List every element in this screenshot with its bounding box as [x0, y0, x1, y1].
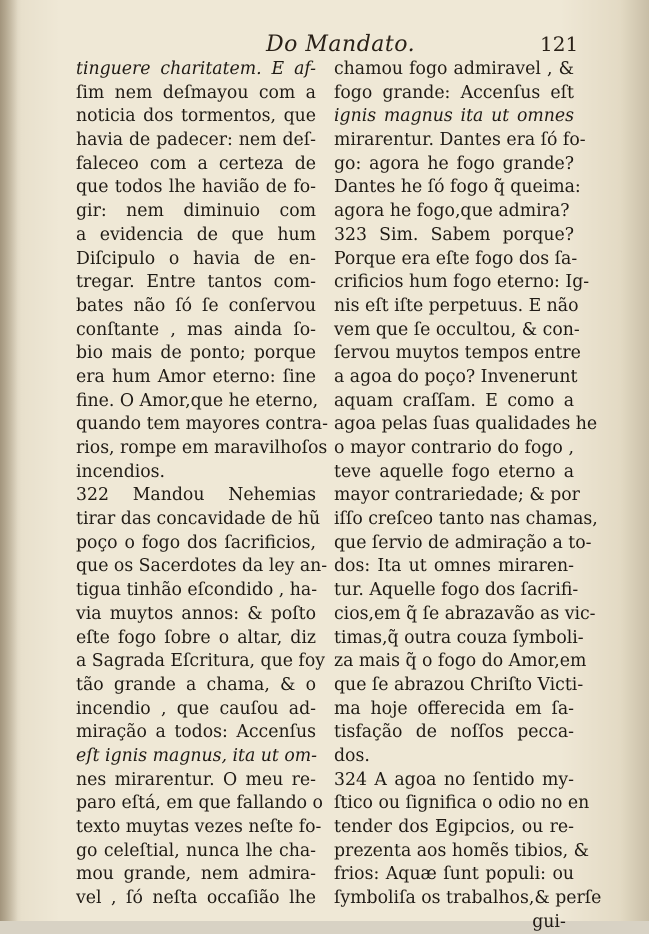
- text-line: Dantes he ſó fogo q̃ queima:: [334, 177, 581, 198]
- text-line: faleceo com a certeza de: [76, 153, 316, 174]
- page-number: 121: [540, 32, 579, 56]
- text-line: que ſe abrazou Chriſto Victi-: [334, 674, 584, 695]
- text-line: tregar. Entre tantos com-: [76, 272, 316, 293]
- text-line: dos: Ita ut omnes miraren-: [334, 556, 574, 577]
- text-line: eſte fogo ſobre o altar, diz: [76, 627, 316, 648]
- text-line: tão grande a chama, & o: [76, 674, 316, 695]
- text-line: era hum Amor eterno: ſine: [76, 366, 316, 387]
- text-line: fine. O Amor,que he eterno,: [76, 390, 319, 411]
- text-line: a Sagrada Eſcritura, que foy: [76, 651, 326, 672]
- running-head: [0, 30, 649, 58]
- text-line: rios, rompe em maravilhoſos: [76, 438, 328, 458]
- text-line: go celeſtial, nunca lhe cha-: [76, 840, 316, 861]
- text-line: poço o fogo dos ſacrificios,: [76, 532, 316, 553]
- text-line: fogo grande: Accenſus eſt: [334, 82, 574, 103]
- text-line: ſymboliſa os trabalhos,& perſe: [334, 888, 602, 909]
- text-line: o mayor contrario do fogo ,: [334, 438, 574, 458]
- text-line: tinguere charitatem. E af-: [76, 59, 316, 79]
- text-line: agora he fogo,que admira?: [334, 201, 570, 222]
- text-line: incendios.: [76, 461, 166, 482]
- text-line: miração a todos: Accenſus: [76, 722, 316, 743]
- text-line: prezenta aos homẽs tibios, &: [334, 840, 590, 861]
- paragraph-start-line: 324 A agoa no ſentido my-: [334, 769, 574, 790]
- text-line: tur. Aquelle fogo dos ſacrifi-: [334, 580, 579, 601]
- text-line: Porque era eſte fogo dos ſa-: [334, 248, 578, 269]
- text-line: iſſo creſceo tanto nas chamas,: [334, 509, 598, 530]
- text-line: eſt ignis magnus, ita ut om-: [76, 745, 318, 766]
- text-line: conſtante , mas ainda ſo-: [76, 319, 316, 340]
- text-line: que os Sacerdotes da ley an-: [76, 556, 328, 577]
- text-line: gir: nem diminuio com: [76, 201, 316, 222]
- text-line: bio mais de ponto; porque: [76, 343, 316, 364]
- text-line: a agoa do poço? Invenerunt: [334, 366, 578, 387]
- text-line: za mais q̃ o fogo do Amor,em: [334, 651, 587, 672]
- catchword: gui-: [532, 911, 566, 932]
- text-line: ſim nem deſmayou com a: [76, 82, 316, 103]
- text-line: paro eſtá, em que fallando o: [76, 793, 323, 814]
- text-line: que todos lhe havião de fo-: [76, 177, 316, 198]
- text-line: cios,em q̃ ſe abrazavão as vic-: [334, 603, 596, 624]
- right-column: [334, 58, 602, 934]
- text-line: agoa pelas ſuas qualidades he: [334, 414, 598, 435]
- text-line: ſtico ou ſignifica o odio no en: [334, 793, 590, 814]
- text-line: incendio , que cauſou ad-: [76, 698, 316, 719]
- text-line: tender dos Egipcios, ou re-: [334, 817, 574, 837]
- text-line: dos.: [334, 745, 370, 766]
- text-line: que ſervio de admiração a to-: [334, 532, 592, 553]
- text-line: go: agora he fogo grande?: [334, 153, 574, 174]
- text-line: chamou fogo admiravel , &: [334, 59, 574, 79]
- text-line: a evidencia de que hum: [76, 224, 316, 245]
- text-line: mayor contrariedade; & por: [334, 485, 580, 506]
- text-line: nes mirarentur. O meu re-: [76, 769, 316, 790]
- text-line: tisfação de noſſos pecca-: [334, 722, 574, 743]
- text-line: Diſcipulo o havia de en-: [76, 248, 316, 269]
- text-line: nis eſt iſte perpetuus. E não: [334, 295, 579, 316]
- text-line: noticia dos tormentos, que: [76, 106, 316, 127]
- text-line: frios: Aquæ ſunt populi: ou: [334, 864, 574, 885]
- left-column: [76, 58, 328, 911]
- text-line: mou grande, nem admira-: [76, 864, 316, 885]
- text-line: bates não ſó ſe conſervou: [76, 295, 316, 316]
- text-line: ſervou muytos tempos entre: [334, 343, 581, 364]
- text-line: quando tem mayores contra-: [76, 414, 328, 435]
- gutter-shadow: [0, 0, 18, 921]
- text-line: havia de padecer: nem deſ-: [76, 130, 316, 151]
- paragraph-start-line: 323 Sim. Sabem porque?: [334, 224, 574, 245]
- text-line: vem que ſe occultou, & con-: [334, 319, 580, 340]
- text-line: teve aquelle fogo eterno a: [334, 461, 574, 482]
- running-title: Do Mandato.: [266, 32, 416, 57]
- text-line: timas,q̃ outra couza ſymboli-: [334, 627, 584, 648]
- text-line: ma hoje offerecida em ſa-: [334, 698, 574, 719]
- text-line: vel , ſó neſta occaſião lhe: [76, 888, 316, 909]
- text-line: tigua tinhão eſcondido , ha-: [76, 580, 318, 601]
- paragraph-start-line: 322 Mandou Nehemias: [76, 485, 316, 506]
- text-line: aquam craſſam. E como a: [334, 390, 574, 411]
- text-line: crificios hum fogo eterno: Ig-: [334, 272, 590, 293]
- text-line: ignis magnus ita ut omnes: [334, 106, 574, 127]
- text-line: tirar das concavidade de hũ: [76, 509, 321, 530]
- text-line: texto muytas vezes neſte fo-: [76, 817, 322, 837]
- text-line: via muytos annos: & poſto: [76, 603, 316, 624]
- text-line: mirarentur. Dantes era ſó fo-: [334, 130, 586, 151]
